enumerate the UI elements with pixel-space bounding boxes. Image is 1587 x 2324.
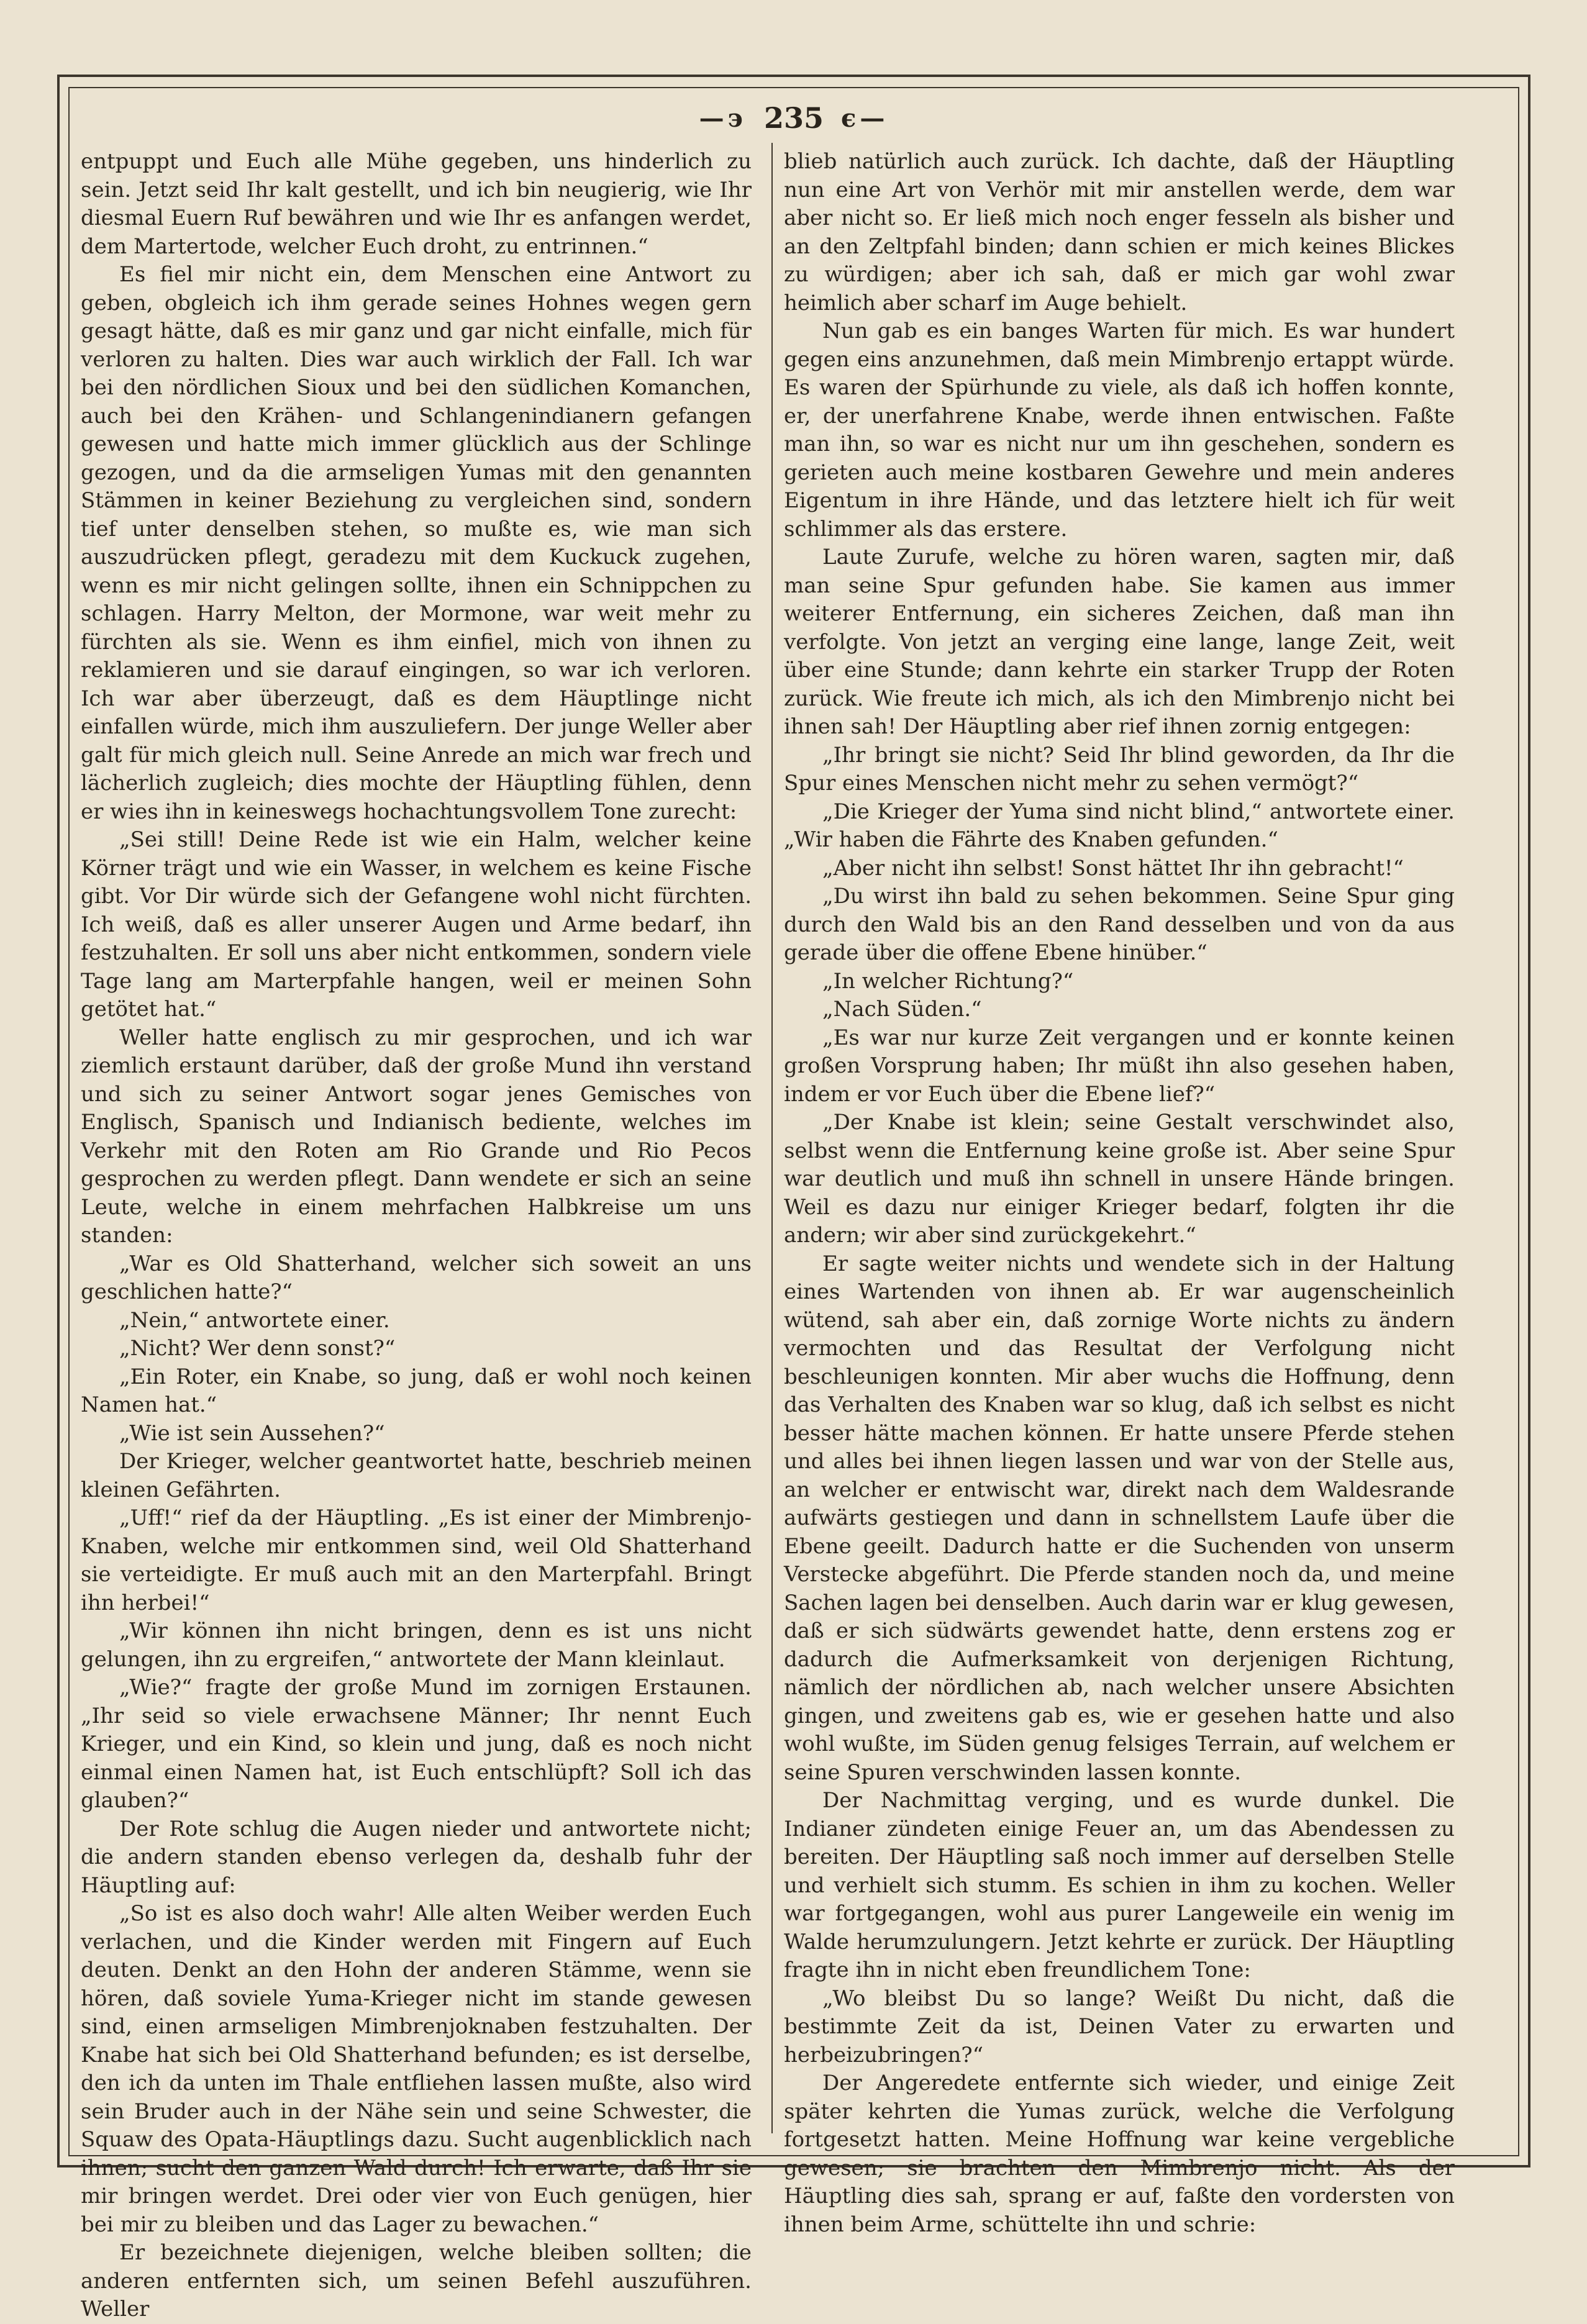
paragraph: „Ein Roter, ein Knabe, so jung, daß er wohl noch keinen Namen hat.“ xyxy=(81,1364,752,1417)
paragraph: „Nein,“ antwortete einer. xyxy=(119,1307,390,1333)
right-column xyxy=(784,148,1455,2237)
paragraph: „Aber nicht ihn selbst! Sonst hättet Ihr ihn gebracht!“ xyxy=(822,855,1404,881)
paragraph: „Wie?“ fragte der große Mund im zornigen Erstaunen. „Ihr seid so viele erwachsene Männer; Ihr nennt Euch Krieger, und ein Kind, so klein und jung, daß es noch nicht einmal einen Namen hat, ist Euch entschlüpft? Soll ich das glauben?“ xyxy=(81,1675,752,1813)
paragraph: Der Krieger, welcher geantwortet hatte, beschrieb meinen kleinen Gefährten. xyxy=(81,1449,752,1502)
paragraph: Laute Zurufe, welche zu hören waren, sagten mir, daß man seine Spur gefunden habe. Sie kamen aus immer weiterer Entfernung, ein sicheres Zeichen, daß man ihn verfolgte. Von jetzt an verging eine lange, lange Zeit, weit über eine Stunde; dann kehrte ein starker Trupp der Roten zurück. Wie freute ich mich, als ich den Mimbrenjo nicht bei ihnen sah! Der Häuptling aber rief ihnen zornig entgegen: xyxy=(784,545,1455,739)
paragraph: „Sei still! Deine Rede ist wie ein Halm, welcher keine Körner trägt und wie ein Wasser, in welchem es keine Fische gibt. Vor Dir würde sich der Gefangene wohl nicht fürchten. Ich weiß, daß es aller unserer Augen und Arme bedarf, ihn festzuhalten. Er soll uns aber nicht entkommen, sondern viele Tage lang am Marterpfahle hangen, weil er meinen Sohn getötet hat.“ xyxy=(81,827,752,1022)
paragraph: „War es Old Shatterhand, welcher sich soweit an uns geschlichen hatte?“ xyxy=(81,1251,752,1304)
paragraph: „Uff!“ rief da der Häuptling. „Es ist einer der Mimbrenjo-Knaben, welche mir entkommen sind, weil Old Shatterhand sie verteidigte. Er muß auch mit an den Marterpfahl. Bringt ihn herbei!“ xyxy=(81,1505,752,1615)
paragraph: Er bezeichnete diejenigen, welche bleiben sollten; die anderen entfernten sich, um seinen Befehl auszuführen. Weller xyxy=(81,2240,752,2322)
paragraph: Der Angeredete entfernte sich wieder, und einige Zeit später kehrten die Yumas zurück, welche die Verfolgung fortgesetzt hatten. Meine Hoffnung war keine vergebliche gewesen; sie brachten den Mimbrenjo nicht. Als der Häuptling dies sah, sprang er auf, faßte den vordersten von ihnen beim Arme, schüttelte ihn und schrie: xyxy=(784,2071,1455,2237)
paragraph: „Es war nur kurze Zeit vergangen und er konnte keinen großen Vorsprung haben; Ihr müßt ihn also gesehen haben, indem er vor Euch über die Ebene lief?“ xyxy=(784,1025,1455,1107)
page-number: 235 xyxy=(763,101,824,135)
column-divider xyxy=(771,143,773,2133)
paragraph: „Wir können ihn nicht bringen, denn es ist uns nicht gelungen, ihn zu ergreifen,“ antwortete der Mann kleinlaut. xyxy=(81,1618,752,1672)
header-ornament-left: —϶ xyxy=(699,103,747,133)
paragraph: Er sagte weiter nichts und wendete sich in der Haltung eines Wartenden von ihnen ab. Er war augenscheinlich wütend, sah aber ein, daß zornige Worte nichts zu ändern vermochten und das Resultat der Verfolgung nicht beschleunigen konnten. Mir aber wuchs die Hoffnung, denn das Verhalten des Knaben war so klug, daß ich selbst es nicht besser hätte machen können. Er hatte unsere Pferde stehen und alles bei ihnen liegen lassen und war von der Stelle aus, an welcher er entwischt war, direkt nach dem Waldesrande aufwärts gestiegen und dann in schnellstem Laufe über die Ebene geeilt. Dadurch hatte er die Suchenden von unserm Verstecke abgeführt. Die Pferde standen noch da, und meine Sachen lagen bei denselben. Auch darin war er klug gewesen, daß er sich südwärts gewendet hatte, denn erstens zog er dadurch die Aufmerksamkeit von derjenigen Richtung, nämlich der nördlichen ab, nach welcher unsere Absichten gingen, und zweitens gab es, wie er gesehen hatte und also wohl wußte, im Süden genug felsiges Terrain, auf welchem er seine Spuren verschwinden lassen konnte. xyxy=(784,1251,1455,1785)
paragraph: Der Nachmittag verging, und es wurde dunkel. Die Indianer zündeten einige Feuer an, um das Abendessen zu bereiten. Der Häuptling saß noch immer auf derselben Stelle und verhielt sich stumm. Es schien in ihm zu kochen. Weller war fortgegangen, wohl aus purer Langeweile ein wenig im Walde herumzulungern. Jetzt kehrte er zurück. Der Häuptling fragte ihn in nicht eben freundlichem Tone: xyxy=(784,1788,1455,1982)
paragraph: „Wo bleibst Du so lange? Weißt Du nicht, daß die bestimmte Zeit da ist, Deinen Vater zu erwarten und herbeizubringen?“ xyxy=(784,1986,1455,2068)
paragraph: Weller hatte englisch zu mir gesprochen, und ich war ziemlich erstaunt darüber, daß der große Mund ihn verstand und sich zu seiner Antwort sogar jenes Gemisches von Englisch, Spanisch und Indianisch bediente, welches im Verkehr mit den Roten am Rio Grande und Rio Pecos gesprochen zu werden pflegt. Dann wendete er sich an seine Leute, welche in einem mehrfachen Halbkreise um uns standen: xyxy=(81,1025,752,1248)
paragraph: „Wie ist sein Aussehen?“ xyxy=(119,1420,385,1446)
paragraph: „Ihr bringt sie nicht? Seid Ihr blind geworden, da Ihr die Spur eines Menschen nicht mehr zu sehen vermögt?“ xyxy=(784,742,1455,796)
paragraph: „Nicht? Wer denn sonst?“ xyxy=(119,1336,396,1361)
paragraph: Nun gab es ein banges Warten für mich. Es war hundert gegen eins anzunehmen, daß mein Mimbrenjo ertappt würde. Es waren der Spürhunde zu viele, als daß ich hoffen konnte, er, der unerfahrene Knabe, werde ihnen entwischen. Faßte man ihn, so war es nicht nur um ihn geschehen, sondern es gerieten auch meine kostbaren Gewehre und mein anderes Eigentum in ihre Hände, und das letztere hielt ich für weit schlimmer als das erstere. xyxy=(784,319,1455,542)
paragraph: „Die Krieger der Yuma sind nicht blind,“ antwortete einer. „Wir haben die Fährte des Knaben gefunden.“ xyxy=(784,799,1455,852)
page-header xyxy=(68,90,1519,146)
header-ornament-right: ϵ— xyxy=(841,103,889,133)
paragraph: „Du wirst ihn bald zu sehen bekommen. Seine Spur ging durch den Wald bis an den Rand desselben und von da aus gerade über die offene Ebene hinüber.“ xyxy=(784,884,1455,965)
paragraph: „In welcher Richtung?“ xyxy=(822,968,1074,994)
paragraph: entpuppt und Euch alle Mühe gegeben, uns hinderlich zu sein. Jetzt seid Ihr kalt gestellt, und ich bin neugierig, wie Ihr diesmal Euern Ruf bewähren und wie Ihr es anfangen werdet, dem Martertode, welcher Euch droht, zu entrinnen.“ xyxy=(81,149,752,259)
paragraph: „Der Knabe ist klein; seine Gestalt verschwindet also, selbst wenn die Entfernung keine große ist. Aber seine Spur war deutlich und muß ihn schnell in unsere Hände bringen. Weil es dazu nur einiger Krieger bedarf, folgten ihr die andern; wir aber sind zurückgekehrt.“ xyxy=(784,1110,1455,1248)
paragraph: blieb natürlich auch zurück. Ich dachte, daß der Häuptling nun eine Art von Verhör mit mir anstellen werde, dem war aber nicht so. Er ließ mich noch enger fesseln als bisher und an den Zeltpfahl binden; dann schien er mich keines Blickes zu würdigen; aber ich sah, daß er mich gar wohl zwar heimlich aber scharf im Auge behielt. xyxy=(784,149,1455,315)
paragraph: „So ist es also doch wahr! Alle alten Weiber werden Euch verlachen, und die Kinder werden mit Fingern auf Euch deuten. Denkt an den Hohn der anderen Stämme, wenn sie hören, daß soviele Yuma-Krieger nicht im stande gewesen sind, einen armseligen Mimbrenjoknaben festzuhalten. Der Knabe hat sich bei Old Shatterhand befunden; es ist derselbe, den ich da unten im Thale entfliehen lassen mußte, also wird sein Bruder auch in der Nähe sein und seine Schwester, die Squaw des Opata-Häuptlings dazu. Sucht augenblicklich nach ihnen; sucht den ganzen Wald durch! Ich erwarte, daß Ihr sie mir bringen werdet. Drei oder vier von Euch genügen, hier bei mir zu bleiben und das Lager zu bewachen.“ xyxy=(81,1901,752,2237)
paragraph: Es fiel mir nicht ein, dem Menschen eine Antwort zu geben, obgleich ich ihm gerade seines Hohnes wegen gern gesagt hätte, daß es mir ganz und gar nicht einfalle, mich für verloren zu halten. Dies war auch wirklich der Fall. Ich war bei den nördlichen Sioux und bei den südlichen Komanchen, auch bei den Krähen- und Schlangenindianern gefangen gewesen und hatte mich immer glücklich aus der Schlinge gezogen, und da die armseligen Yumas mit den genannten Stämmen in keiner Beziehung zu vergleichen sind, sondern tief unter denselben stehen, so mußte es, wie man sich auszudrücken pflegt, geradezu mit dem Kuckuck zugehen, wenn es mir nicht gelingen sollte, ihnen ein Schnippchen zu schlagen. Harry Melton, der Mormone, war weit mehr zu fürchten als sie. Wenn es ihm einfiel, mich von ihnen zu reklamieren und sie darauf eingingen, so war ich verloren. Ich war aber überzeugt, daß es dem Häuptlinge nicht einfallen würde, mich ihm auszuliefern. Der junge Weller aber galt für mich gleich null. Seine Anrede an mich war frech und lächerlich zugleich; dies mochte der Häuptling fühlen, denn er wies ihn in keineswegs hochachtungsvollem Tone zurecht: xyxy=(81,262,752,824)
left-column xyxy=(81,148,752,2322)
paragraph: „Nach Süden.“ xyxy=(822,997,982,1022)
paragraph: Der Rote schlug die Augen nieder und antwortete nicht; die andern standen ebenso verlegen da, deshalb fuhr der Häuptling auf: xyxy=(81,1816,752,1898)
